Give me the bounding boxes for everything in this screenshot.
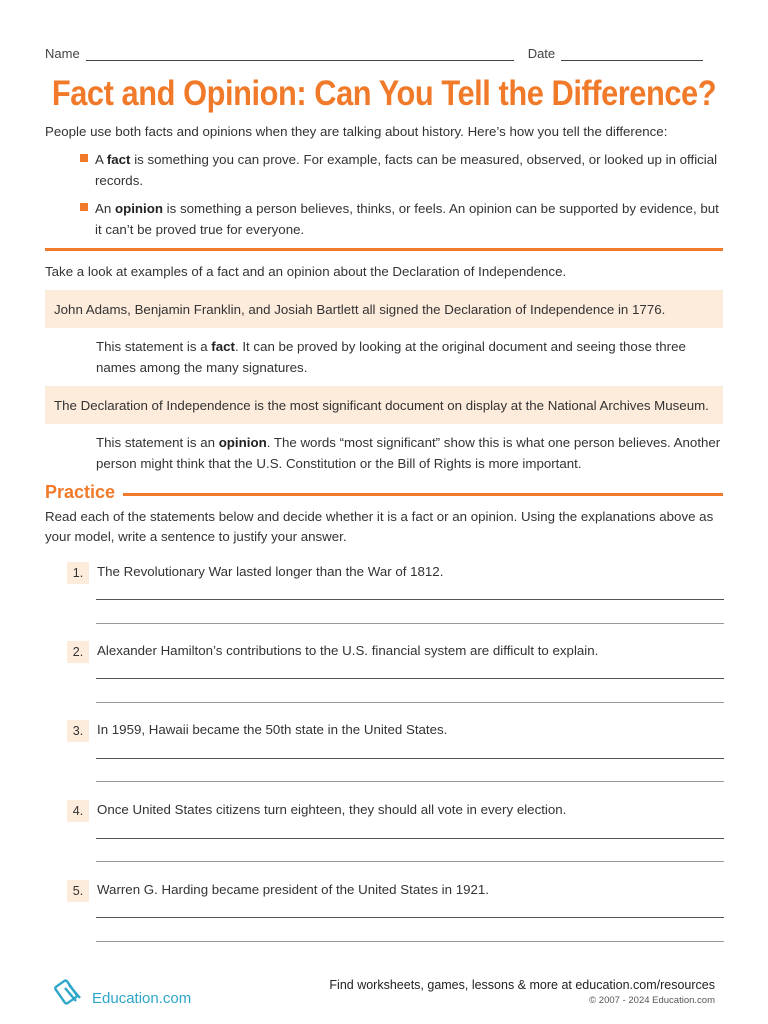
answer-line[interactable] — [96, 917, 724, 918]
education-logo[interactable] — [54, 972, 191, 1007]
page-title: Fact and Opinion: Can You Tell the Difference? — [51, 74, 717, 113]
question-number: 4. — [67, 800, 89, 822]
answer-line[interactable] — [96, 861, 724, 862]
intro-text: People use both facts and opinions when they are talking about history. Here’s how you tell the difference: — [45, 124, 668, 139]
fact-term: fact — [106, 152, 131, 167]
example-statement-fact: John Adams, Benjamin Franklin, and Josiah Bartlett all signed the Declaration of Independence in 1776. — [45, 290, 723, 328]
answer-line[interactable] — [96, 702, 724, 703]
answer-line[interactable] — [96, 838, 724, 839]
name-date-row — [45, 46, 705, 61]
question-text: Warren G. Harding became president of the United States in 1921. — [97, 882, 489, 897]
answer-line[interactable] — [96, 941, 724, 942]
answer-line[interactable] — [96, 599, 724, 600]
question-text: Once United States citizens turn eighteen, they should all vote in every election. — [97, 802, 567, 817]
question-number: 3. — [67, 720, 89, 742]
footer-resources-link[interactable]: Find worksheets, games, lessons & more at education.com/resources — [329, 978, 715, 992]
practice-instructions: Read each of the statements below and decide whether it is a fact or an opinion. Using the explanations above as your model, write a sentence to justify your answer. — [45, 509, 714, 544]
answer-line[interactable] — [96, 678, 724, 679]
footer-info — [329, 978, 715, 1006]
list-item: An opinion is something a person believes, thinks, or feels. An opinion can be supported by evidence, but it can’t be proved true for everyone. — [80, 198, 720, 240]
answer-line[interactable] — [96, 758, 724, 759]
question-number: 5. — [67, 880, 89, 902]
question-number: 2. — [67, 641, 89, 663]
list-item: A fact is something you can prove. For example, facts can be measured, observed, or looked up in official records. — [80, 149, 720, 191]
bullet-square-icon — [80, 203, 88, 211]
example-statement-opinion: The Declaration of Independence is the most significant document on display at the National Archives Museum. — [45, 386, 723, 424]
logo-text: Education.com — [92, 990, 192, 1007]
education-logo-icon — [54, 973, 88, 1007]
practice-heading — [45, 482, 723, 503]
bullet-square-icon — [80, 154, 88, 162]
question-text: Alexander Hamilton’s contributions to the U.S. financial system are difficult to explain. — [97, 643, 599, 658]
question-text: In 1959, Hawaii became the 50th state in the United States. — [97, 722, 448, 737]
date-field-line[interactable] — [561, 46, 703, 61]
question-text: The Revolutionary War lasted longer than the War of 1812. — [97, 564, 444, 579]
practice-divider — [123, 493, 723, 496]
example-explanation-opinion: This statement is an opinion. The words “most significant” show this is what one person believes. Another person might think that the U.S. Constitution or the Bill of Rights is more important. — [96, 435, 721, 471]
name-field-line[interactable] — [86, 46, 514, 61]
footer-copyright: © 2007 - 2024 Education.com — [589, 995, 715, 1006]
definition-list — [80, 149, 720, 247]
section-divider — [45, 248, 723, 251]
examples-intro: Take a look at examples of a fact and an opinion about the Declaration of Independence. — [45, 264, 567, 279]
opinion-term: opinion — [114, 201, 163, 216]
name-label: Name — [45, 46, 80, 61]
practice-label: Practice — [45, 482, 116, 502]
example-explanation-fact: This statement is a fact. It can be proved by looking at the original document and seeing those three names among the many signatures. — [96, 339, 686, 375]
answer-line[interactable] — [96, 623, 724, 624]
question-number: 1. — [67, 562, 89, 584]
answer-line[interactable] — [96, 781, 724, 782]
date-label: Date — [527, 46, 556, 61]
